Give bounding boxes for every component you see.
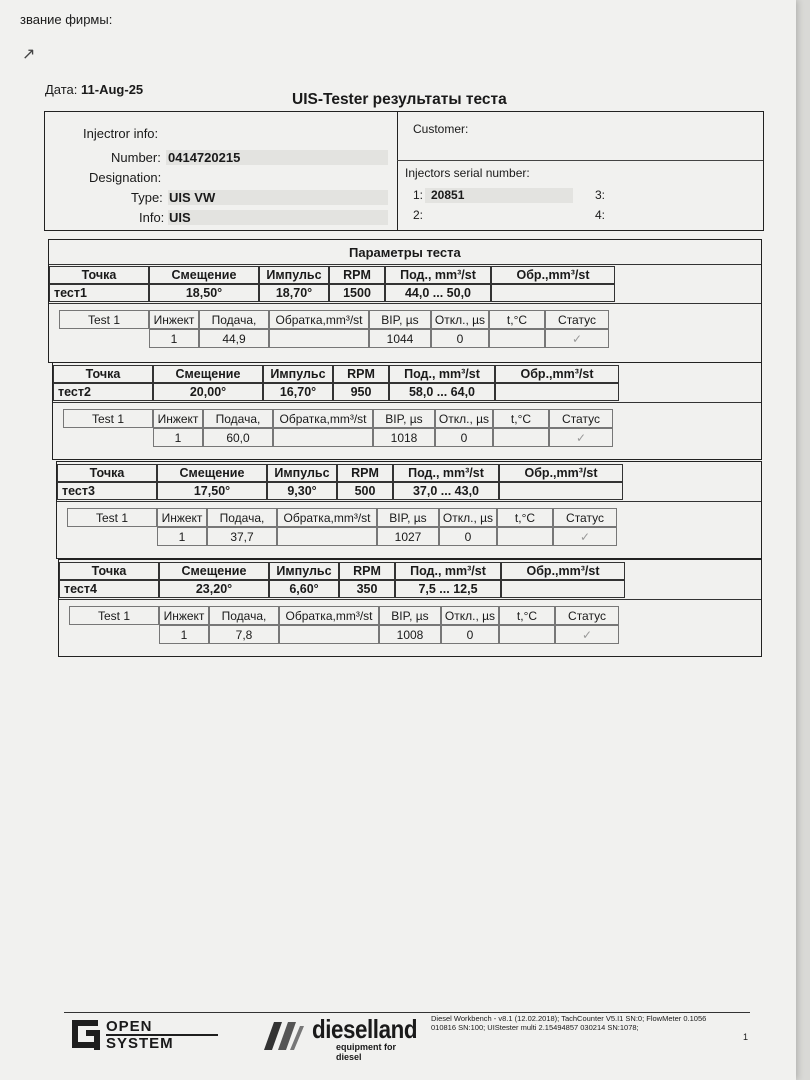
column-header: Смещение (157, 464, 267, 482)
divider (49, 303, 761, 304)
column-header: RPM (337, 464, 393, 482)
sub-column-header: t,°C (499, 606, 555, 625)
params-header-row (49, 266, 615, 284)
column-header: Обр.,mm³/st (499, 464, 623, 482)
sub-column-header: BIP, µs (377, 508, 439, 527)
sub-header-row (157, 508, 617, 527)
result-temp (497, 527, 553, 546)
column-header: Смещение (159, 562, 269, 580)
sub-header-row (149, 310, 609, 329)
sub-column-header: Инжект (153, 409, 203, 428)
result-supply: 60,0 (203, 428, 273, 447)
param-offset: 23,20° (159, 580, 269, 598)
column-header: Импульс (269, 562, 339, 580)
result-bip: 1008 (379, 625, 441, 644)
result-row (159, 625, 619, 644)
param-return (501, 580, 625, 598)
date-label: Дата: (45, 82, 78, 97)
column-header: Под., mm³/st (385, 266, 491, 284)
column-header: Обр.,mm³/st (491, 266, 615, 284)
column-header: Обр.,mm³/st (495, 365, 619, 383)
param-supply-range: 44,0 ... 50,0 (385, 284, 491, 302)
sub-column-header: Статус (553, 508, 617, 527)
result-return-value (273, 428, 373, 447)
column-header: Обр.,mm³/st (501, 562, 625, 580)
param-offset: 20,00° (153, 383, 263, 401)
designation-label: Designation: (89, 170, 162, 185)
sub-column-header: Обратка,mm³/st (277, 508, 377, 527)
result-bip: 1018 (373, 428, 435, 447)
params-header-row (59, 562, 625, 580)
param-point: тест4 (59, 580, 159, 598)
param-point: тест1 (49, 284, 149, 302)
sub-label-row (67, 508, 157, 527)
result-deviation: 0 (439, 527, 497, 546)
test-label: Test 1 (63, 409, 153, 428)
column-header: Импульс (259, 266, 329, 284)
sub-label-row (63, 409, 153, 428)
result-bip: 1044 (369, 329, 431, 348)
sub-column-header: Откл., µs (439, 508, 497, 527)
dieselland-logo (260, 1014, 420, 1062)
test-block (56, 461, 762, 559)
divider (49, 264, 761, 265)
column-header: Точка (57, 464, 157, 482)
sub-column-header: Подача, (209, 606, 279, 625)
param-point: тест2 (53, 383, 153, 401)
open-system-logo (72, 1018, 222, 1052)
company-label: звание фирмы: (20, 12, 113, 27)
serial-slot-2-label: 2: (413, 208, 424, 222)
pen-mark-icon: ↗ (22, 46, 36, 63)
result-return-value (279, 625, 379, 644)
serial-slot-4-label: 4: (595, 208, 606, 222)
number-label: Number: (111, 150, 161, 165)
sub-column-header: BIP, µs (369, 310, 431, 329)
params-header-row (53, 365, 619, 383)
test-block (48, 239, 762, 363)
result-supply: 37,7 (207, 527, 277, 546)
sub-column-header: Статус (545, 310, 609, 329)
sub-column-header: Подача, (203, 409, 273, 428)
type-value: UIS VW (169, 190, 216, 205)
footer-divider (64, 1012, 750, 1013)
result-temp (489, 329, 545, 348)
result-injector: 1 (153, 428, 203, 447)
sub-column-header: Статус (555, 606, 619, 625)
test-label: Test 1 (67, 508, 157, 527)
column-header: Точка (59, 562, 159, 580)
sub-column-header: Подача, (199, 310, 269, 329)
param-offset: 17,50° (157, 482, 267, 500)
divider (53, 402, 761, 403)
result-temp (499, 625, 555, 644)
params-value-row (57, 482, 623, 500)
sub-column-header: t,°C (497, 508, 553, 527)
result-injector: 1 (159, 625, 209, 644)
status-check-icon: ✓ (549, 428, 613, 447)
column-header: Импульс (263, 365, 333, 383)
sub-column-header: Обратка,mm³/st (269, 310, 369, 329)
column-header: Точка (53, 365, 153, 383)
sub-column-header: Откл., µs (431, 310, 489, 329)
param-rpm: 1500 (329, 284, 385, 302)
param-return (491, 284, 615, 302)
customer-label: Customer: (413, 122, 469, 136)
serial-slot-1-value: 20851 (431, 188, 465, 202)
report-title: UIS-Tester результаты теста (292, 91, 507, 108)
result-bip: 1027 (377, 527, 439, 546)
result-deviation: 0 (441, 625, 499, 644)
divider (397, 160, 763, 161)
result-injector: 1 (157, 527, 207, 546)
test-block (58, 559, 762, 657)
result-row (157, 527, 617, 546)
test-block (52, 362, 762, 460)
test-label: Test 1 (59, 310, 149, 329)
page-number: 1 (743, 1032, 749, 1042)
sub-label-row (69, 606, 159, 625)
result-row (153, 428, 613, 447)
column-header: Точка (49, 266, 149, 284)
result-deviation: 0 (431, 329, 489, 348)
sub-column-header: Откл., µs (435, 409, 493, 428)
param-point: тест3 (57, 482, 157, 500)
sub-column-header: Обратка,mm³/st (279, 606, 379, 625)
sub-header-row (153, 409, 613, 428)
params-value-row (49, 284, 615, 302)
open-system-line1: OPEN (106, 1018, 153, 1035)
open-system-line2: SYSTEM (106, 1035, 174, 1052)
params-value-row (59, 580, 625, 598)
sub-column-header: BIP, µs (379, 606, 441, 625)
field-shade (168, 210, 388, 225)
result-return-value (269, 329, 369, 348)
param-supply-range: 58,0 ... 64,0 (389, 383, 495, 401)
column-header: Под., mm³/st (395, 562, 501, 580)
sub-column-header: Инжект (149, 310, 199, 329)
dieselland-name: dieselland (312, 1014, 418, 1044)
injector-info-label: Injectror info: (83, 126, 159, 141)
info-label: Info: (139, 210, 165, 225)
serial-label: Injectors serial number: (405, 166, 530, 180)
sub-label-row (59, 310, 149, 329)
column-header: Под., mm³/st (389, 365, 495, 383)
divider (397, 112, 398, 230)
sub-column-header: Статус (549, 409, 613, 428)
sub-column-header: t,°C (489, 310, 545, 329)
result-injector: 1 (149, 329, 199, 348)
column-header: RPM (329, 266, 385, 284)
serial-slot-1-label: 1: (413, 188, 424, 202)
param-impulse: 16,70° (263, 383, 333, 401)
result-row (149, 329, 609, 348)
param-supply-range: 37,0 ... 43,0 (393, 482, 499, 500)
column-header: RPM (333, 365, 389, 383)
param-impulse: 6,60° (269, 580, 339, 598)
sub-column-header: Инжект (159, 606, 209, 625)
number-value: 0414720215 (168, 150, 241, 165)
type-label: Type: (131, 190, 163, 205)
param-rpm: 950 (333, 383, 389, 401)
status-check-icon: ✓ (555, 625, 619, 644)
column-header: Импульс (267, 464, 337, 482)
params-header-row (57, 464, 623, 482)
sub-header-row (159, 606, 619, 625)
result-supply: 44,9 (199, 329, 269, 348)
sub-column-header: Подача, (207, 508, 277, 527)
sub-column-header: Обратка,mm³/st (273, 409, 373, 428)
date-value: 11-Aug-25 (81, 82, 144, 97)
injector-emblem-icon (260, 1016, 304, 1052)
software-info: Diesel Workbench - v8.1 (12.02.2018); TachCounter V5.I1 SN:0; FlowMeter 0.1056 010816 SN:100; UIStester multi 2.15494857 030214 SN:1078; (431, 1014, 707, 1032)
result-return-value (277, 527, 377, 546)
param-rpm: 350 (339, 580, 395, 598)
serial-slot-3-label: 3: (595, 188, 606, 202)
status-check-icon: ✓ (545, 329, 609, 348)
info-value: UIS (169, 210, 191, 225)
result-supply: 7,8 (209, 625, 279, 644)
result-deviation: 0 (435, 428, 493, 447)
sub-column-header: BIP, µs (373, 409, 435, 428)
result-temp (493, 428, 549, 447)
sub-column-header: Инжект (157, 508, 207, 527)
param-impulse: 9,30° (267, 482, 337, 500)
divider (59, 599, 761, 600)
param-return (495, 383, 619, 401)
sub-column-header: t,°C (493, 409, 549, 428)
param-supply-range: 7,5 ... 12,5 (395, 580, 501, 598)
date-line (45, 82, 143, 97)
params-value-row (53, 383, 619, 401)
test-label: Test 1 (69, 606, 159, 625)
param-impulse: 18,70° (259, 284, 329, 302)
param-return (499, 482, 623, 500)
param-offset: 18,50° (149, 284, 259, 302)
status-check-icon: ✓ (553, 527, 617, 546)
param-rpm: 500 (337, 482, 393, 500)
dieselland-tagline: equipment for diesel (336, 1042, 396, 1062)
divider (57, 501, 761, 502)
column-header: Смещение (153, 365, 263, 383)
params-title: Параметры теста (349, 245, 461, 260)
column-header: RPM (339, 562, 395, 580)
column-header: Смещение (149, 266, 259, 284)
injector-info-box (44, 111, 764, 231)
column-header: Под., mm³/st (393, 464, 499, 482)
sub-column-header: Откл., µs (441, 606, 499, 625)
